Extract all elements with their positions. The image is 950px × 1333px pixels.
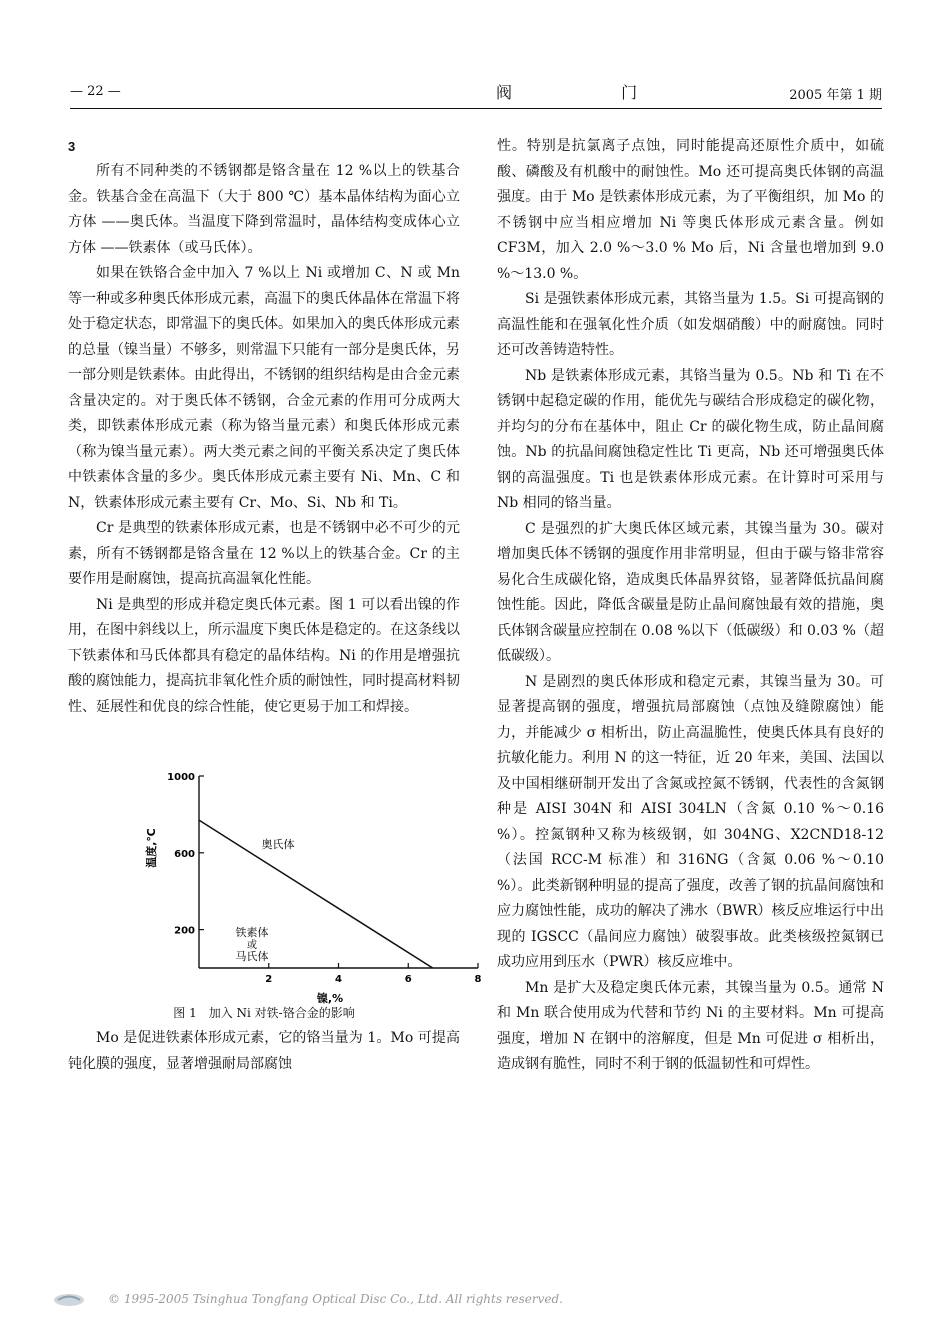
paragraph: 所有不同种类的不锈钢都是铬含量在 12 %以上的铁基合金。铁基合金在高温下（大于 800 ℃）基本晶体结构为面心立方体 ——奥氏体。当温度下降到常温时，晶体结构变成体心立方体 ——铁素体（或马氏体）。 — [68, 163, 460, 256]
region-label-or: 或 — [247, 940, 257, 951]
left-column — [68, 134, 482, 1077]
paragraph: Cr 是典型的铁素体形成元素，也是不锈钢中必不可少的元素，所有不锈钢都是铬含量在 12 %以上的铁基合金。Cr 的主要作用是耐腐蚀，提高抗高温氧化性能。 — [68, 520, 460, 587]
journal-title: 阀 门 — [496, 83, 690, 102]
y-axis-label: 温度,℃ — [145, 828, 158, 868]
paragraph: Mo 是促进铁素体形成元素，它的铬当量为 1。Mo 可提高钝化膜的强度，显著增强耐局部腐蚀 — [68, 1030, 460, 1072]
paragraph: 如果在铁铬合金中加入 7 %以上 Ni 或增加 C、N 或 Mn 等一种或多种奥氏体形成元素，高温下的奥氏体晶体在常温下将处于稳定状态，即常温下的奥氏体。如果加入的奥氏体形成元素的总量（镍当量）不够多，则常温下只能有一部分是奥氏体，另一部分则是铁素体。由此得出，不锈钢的组织结构是由合金元素含量决定的。对于奥氏体不锈钢，合金元素的作用可分成两大类，即铁素体形成元素（称为铬当量元素）和奥氏体形成元素（称为镍当量元素）。两大类元素之间的平衡关系决定了奥氏体中铁素体含量的多少。奥氏体形成元素主要有 Ni、Mn、C 和 N，铁素体形成元素主要有 Cr、Mo、Si、Nb 和 Ti。 — [68, 265, 460, 511]
y-tick-label: 600 — [174, 848, 195, 860]
y-tick-label: 1000 — [167, 772, 195, 783]
x-tick-label: 2 — [265, 974, 273, 985]
figure-1 — [68, 736, 482, 1005]
paragraph: Nb 是铁素体形成元素，其铬当量为 0.5。Nb 和 Ti 在不锈钢中起稳定碳的作用，能优先与碳结合形成稳定的碳化物，并均匀的分布在基体中，阻止 Cr 的碳化物生成，防止晶间腐蚀。Nb 的抗晶间腐蚀稳定性比 Ti 更高，Nb 还可增强奥氏体钢的高温强度。Ti 也是铁素体形成元素。在计算时可采用与 Nb 相同的铬当量。 — [497, 367, 884, 511]
phase-boundary-line — [199, 820, 433, 968]
issue-label: 2005 年第 1 期 — [789, 88, 882, 103]
running-header — [70, 84, 882, 106]
right-column — [497, 134, 884, 1078]
paragraph: Ni 是典型的形成并稳定奥氏体元素。图 1 可以看出镍的作用，在图中斜线以上，所示温度下奥氏体是稳定的。在这条线以下铁素体和马氏体都具有稳定的晶体结构。Ni 的作用是增强抗酸的腐蚀能力，提高抗非氧化性介质的耐蚀性，同时提高材料韧性、延展性和优良的综合性能，使它更易于加工和焊接。 — [68, 596, 460, 715]
publisher-logo-icon — [52, 1292, 86, 1308]
paragraph: 性。特别是抗氯离子点蚀，同时能提高还原性介质中，如硫酸、磷酸及有机酸中的耐蚀性。Mo 还可提高奥氏体钢的高温强度。由于 Mo 是铁素体形成元素，为了平衡组织，加 Mo 的不锈钢中应当相应增加 Ni 等奥氏体形成元素含量。例如 CF3M，加入 2.0 %～3.0 % Mo 后，Ni 含量也增加到 9.0 %～13.0 %。 — [497, 138, 884, 282]
copyright-notice: © 1995-2005 Tsinghua Tongfang Optical Disc Co., Ltd. All rights reserved. — [108, 1292, 563, 1306]
header-rule — [70, 108, 882, 109]
right-paragraphs — [497, 134, 884, 1078]
paragraph: Si 是强铁素体形成元素，其铬当量为 1.5。Si 可提高钢的高温性能和在强氧化性介质（如发烟硝酸）中的耐腐蚀。同时还可改善铸造特性。 — [497, 291, 884, 358]
y-tick-label: 200 — [174, 925, 195, 937]
x-tick-label: 4 — [335, 974, 342, 985]
section-number: 3 — [68, 139, 76, 154]
region-label-austenite: 奥氏体 — [261, 838, 295, 851]
paragraph: N 是剧烈的奥氏体形成和稳定元素，其镍当量为 30。可显著提高钢的强度，增强抗局部腐蚀（点蚀及缝隙腐蚀）能力，并能减少 σ 相析出，防止高温脆性，使奥氏体具有良好的抗敏化能力。利用 N 的这一特征，近 20 年来，美国、法国以及中国相继研制开发出了含氮或控氮不锈钢，代表性的含氮钢种是 AISI 304N 和 AISI 304LN（含氮 0.10 %～0.16 %）。控氮钢种又称为核级钢，如 304NG、X2CND18-12（法国 RCC-M 标准）和 316NG（含氮 0.06 %～0.10 %）。此类新钢种明显的提高了强度，改善了钢的抗晶间腐蚀和应力腐蚀性能，成功的解决了沸水（BWR）核反应堆运行中出现的 IGSCC（晶间应力腐蚀）破裂事故。此类核级控氮钢已成功应用到压水（PWR）核反应堆中。 — [497, 673, 884, 970]
paragraph: C 是强烈的扩大奥氏体区域元素，其镍当量为 30。碳对增加奥氏体不锈钢的强度作用非常明显，但由于碳与铬非常容易化合生成碳化铬，造成奥氏体晶界贫铬，显著降低抗晶间腐蚀性能。因此，降低含碳量是防止晶间腐蚀最有效的措施，奥氏体钢含碳量应控制在 0.08 %以下（低碳级）和 0.03 %（超低碳级）。 — [497, 520, 884, 664]
figure-caption: 图 1 加入 Ni 对铁-铬合金的影响 — [173, 1006, 355, 1020]
left-paragraphs — [68, 159, 460, 720]
page-number: — 22 — — [70, 84, 121, 99]
paragraph: Mn 是扩大及稳定奥氏体元素，其镍当量为 0.5。通常 N 和 Mn 联合使用成为代替和节约 Ni 的主要材料。Mn 可提高强度，增加 N 在钢中的溶解度，但是 Mn 可促进 σ 相析出，造成钢有脆性，同时不利于钢的低温韧性和可焊性。 — [497, 979, 884, 1072]
region-label-martensite: 马氏体 — [235, 950, 269, 963]
phase-chart — [68, 736, 482, 1005]
x-axis-label: 镍,% — [316, 992, 344, 1005]
x-tick-label: 8 — [474, 974, 482, 985]
footer — [52, 1290, 912, 1312]
x-tick-label: 6 — [404, 974, 412, 985]
region-label-ferrite: 铁素体 — [235, 926, 269, 939]
left-paragraphs-after-figure — [68, 1026, 460, 1077]
